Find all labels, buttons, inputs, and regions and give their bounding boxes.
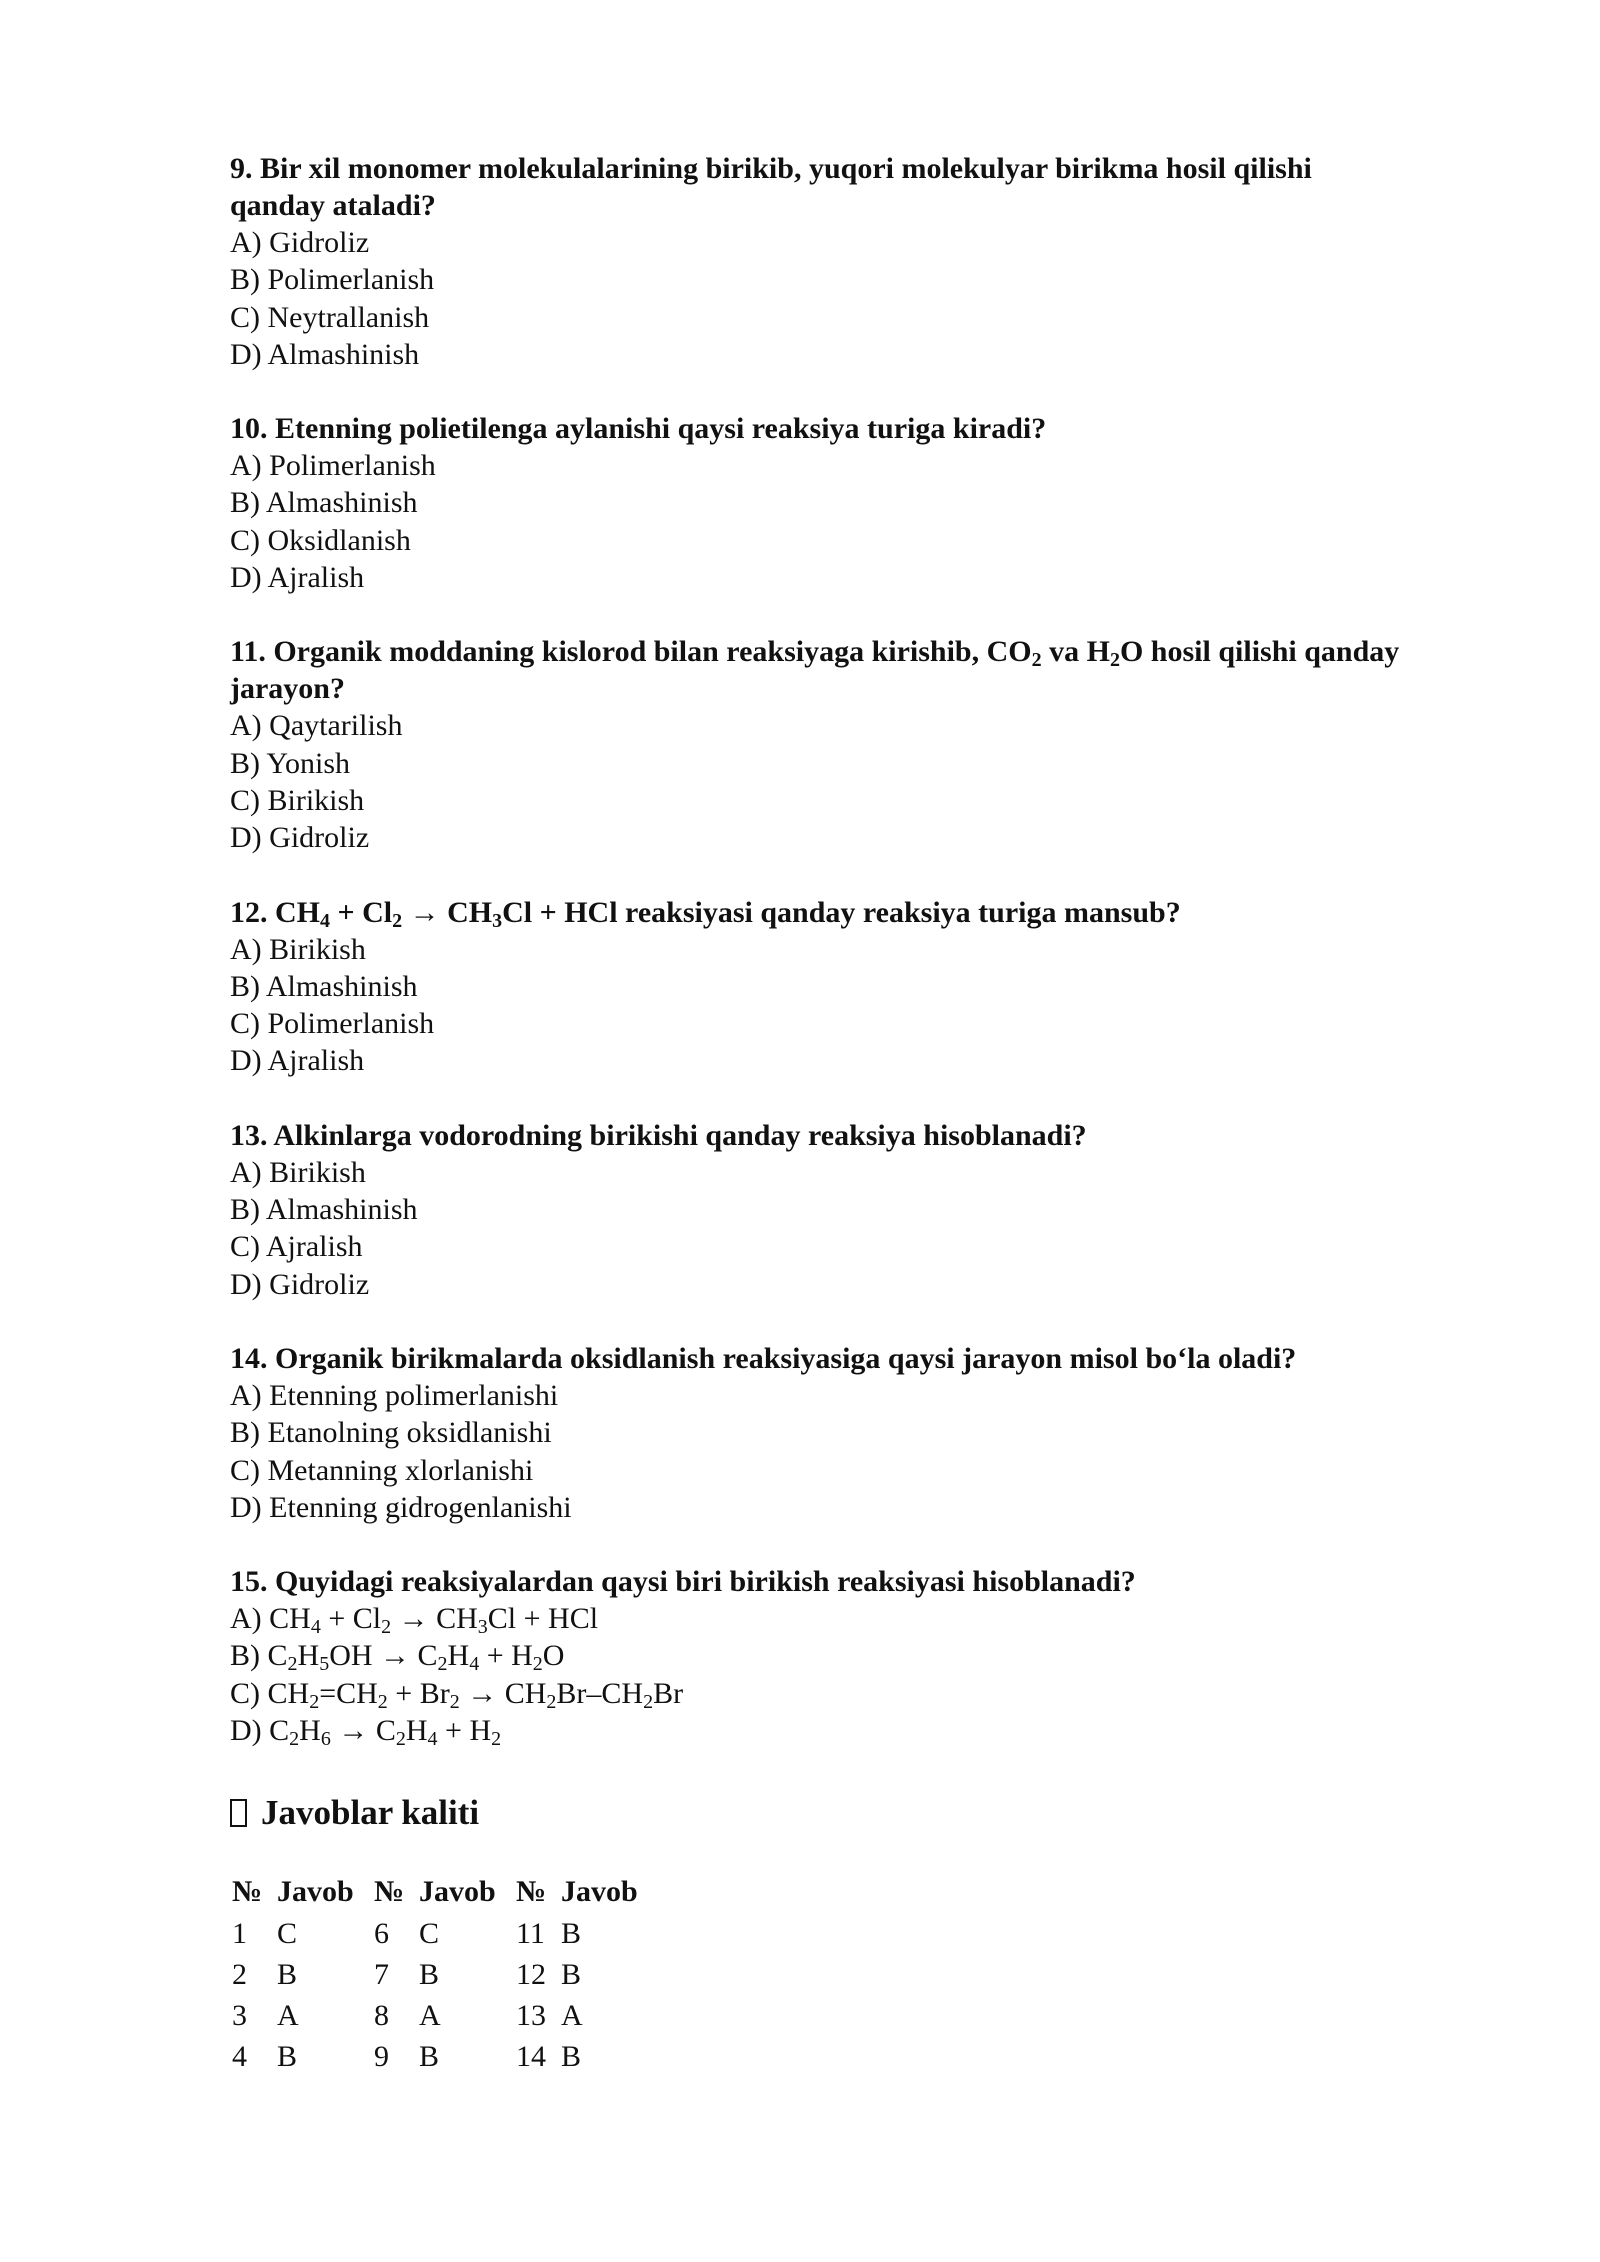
answer-option: C) Neytrallanish (230, 300, 430, 334)
question-number-cell: 2 (232, 1957, 247, 1991)
question-block (230, 1340, 1410, 1526)
answer-key-title: Javoblar kaliti (261, 1793, 480, 1833)
answer-option: C) Birikish (230, 783, 365, 817)
answer-option: D) Almashinish (230, 337, 420, 371)
question-block (230, 1563, 1410, 1749)
answer-option: B) Almashinish (230, 1193, 418, 1227)
answer-option: C) Polimerlanish (230, 1007, 435, 1041)
question-block (230, 633, 1410, 856)
question-text: 10. Etenning polietilenga aylanishi qaysi reaksiya turiga kiradi? (230, 412, 1047, 446)
answer-key-row (232, 1954, 658, 1995)
answer-option: A) Polimerlanish (230, 449, 436, 483)
answer-option: A) Birikish (230, 1155, 366, 1189)
answer-key-row (232, 1995, 658, 2036)
question-text: 15. Quyidagi reaksiyalardan qaysi biri birikish reaksiyasi hisoblanadi? (230, 1565, 1136, 1599)
answer-option: B) Polimerlanish (230, 263, 435, 297)
answer-letter-cell: C (419, 1916, 440, 1950)
question-list (230, 150, 1410, 1749)
answer-option: D) Ajralish (230, 1044, 365, 1078)
answer-letter-cell: B (419, 1957, 440, 1991)
question-number-cell: 9 (374, 2039, 389, 2073)
answer-option: A) $CH_4 + Cl_2 \to CH_3Cl$ + HCl (230, 1602, 599, 1639)
col-header-answer: Javob (419, 1874, 496, 1908)
answer-option: D) Ajralish (230, 561, 365, 595)
question-number-cell: 6 (374, 1916, 389, 1950)
question-number-cell: 1 (232, 1916, 247, 1950)
col-header-number: № (516, 1874, 547, 1908)
answer-option: D) Gidroliz (230, 1267, 370, 1301)
answer-option: B) Almashinish (230, 486, 418, 520)
question-block (230, 410, 1410, 596)
question-text: 9. Bir xil monomer molekulalarining birikib, yuqori molekulyar birikma hosil qilishi qanday ataladi? (230, 152, 1312, 222)
question-text: 12. $CH_4 + Cl_2 \to CH_3Cl$ + HCl reaksiyasi qanday reaksiya turiga mansub? (230, 895, 1181, 932)
answer-key-row (232, 1913, 658, 1954)
answer-letter-cell: B (419, 2039, 440, 2073)
question-text: 11. Organik moddaning kislorod bilan reaksiyaga kirishib, $CO_2$ va $H_2O$ hosil qilishi qanday jarayon? (230, 635, 1400, 706)
answer-option: A) Birikish (230, 932, 366, 966)
answer-option: D) Etenning gidrogenlanishi (230, 1490, 572, 1524)
answer-letter-cell: B (561, 1957, 582, 1991)
answer-key-body (232, 1913, 658, 2077)
question-number-cell: 12 (516, 1957, 546, 1991)
answer-option: C) Metanning xlorlanishi (230, 1453, 534, 1487)
answer-key-table (232, 1870, 658, 2077)
answer-option: A) Qaytarilish (230, 709, 403, 743)
answer-option: D) $C_2H_6 \to C_2H_4 + H_2$ (230, 1714, 502, 1751)
answer-letter-cell: A (419, 1998, 441, 2032)
answer-letter-cell: C (277, 1916, 298, 1950)
answer-option: C) Oksidlanish (230, 523, 411, 557)
answer-letter-cell: B (561, 1916, 582, 1950)
question-block (230, 1117, 1410, 1303)
question-text: 14. Organik birikmalarda oksidlanish reaksiyasiga qaysi jarayon misol bo‘la oladi? (230, 1341, 1297, 1375)
answer-option: B) Almashinish (230, 969, 418, 1003)
answer-letter-cell: B (561, 2039, 582, 2073)
col-header-number: № (374, 1874, 405, 1908)
col-header-answer: Javob (277, 1874, 354, 1908)
question-text: 13. Alkinlarga vodorodning birikishi qanday reaksiya hisoblanadi? (230, 1118, 1087, 1152)
document-page (230, 150, 1410, 2077)
question-number-cell: 14 (516, 2039, 546, 2073)
question-number-cell: 8 (374, 1998, 389, 2032)
answer-letter-cell: B (277, 1957, 298, 1991)
col-header-number: № (232, 1874, 263, 1908)
question-number-cell: 7 (374, 1957, 389, 1991)
answer-option: C) $CH_2=CH_2 + Br_2 \to CH_2Br-CH_2Br$ (230, 1676, 684, 1713)
col-header-answer: Javob (561, 1874, 638, 1908)
question-number-cell: 11 (516, 1916, 545, 1950)
question-block (230, 150, 1410, 373)
answer-letter-cell: A (277, 1998, 299, 2032)
answer-key-heading (230, 1792, 1410, 1834)
answer-letter-cell: B (277, 2039, 298, 2073)
answer-letter-cell: A (561, 1998, 583, 2032)
missing-glyph-icon (230, 1799, 247, 1827)
answer-key-row (232, 2036, 658, 2077)
answer-option: B) Yonish (230, 746, 351, 780)
question-block (230, 894, 1410, 1080)
answer-option: C) Ajralish (230, 1230, 363, 1264)
answer-key-header-row (232, 1870, 658, 1913)
answer-option: B) Etanolning oksidlanishi (230, 1416, 552, 1450)
answer-option: B) $C_2H_5OH \to C_2H_4 + H_2O$ (230, 1639, 565, 1676)
question-number-cell: 13 (516, 1998, 546, 2032)
question-number-cell: 4 (232, 2039, 247, 2073)
answer-option: A) Etenning polimerlanishi (230, 1378, 559, 1412)
answer-option: A) Gidroliz (230, 226, 370, 259)
question-number-cell: 3 (232, 1998, 247, 2032)
answer-option: D) Gidroliz (230, 821, 370, 855)
